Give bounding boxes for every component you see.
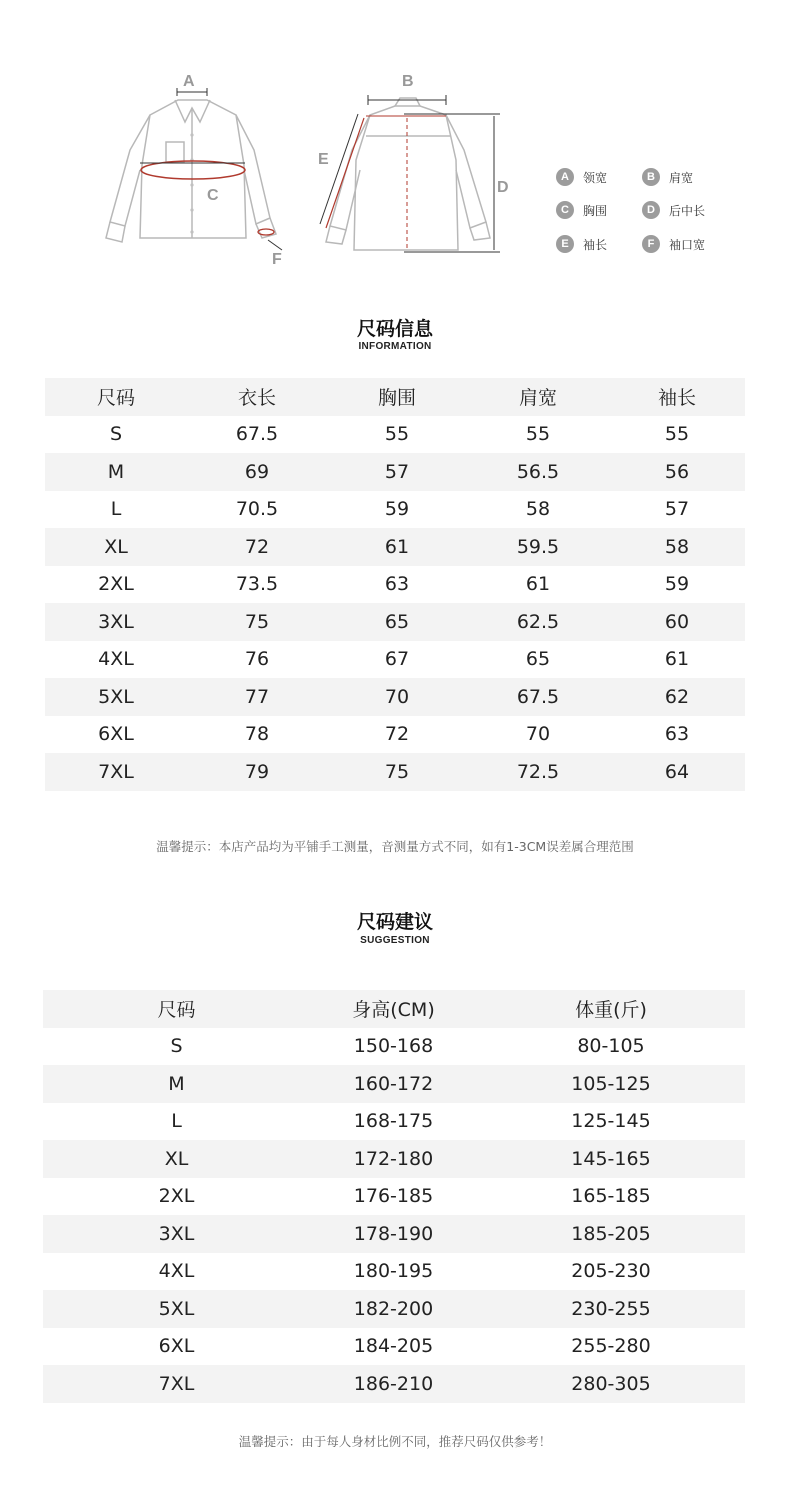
table-row	[43, 1328, 745, 1366]
table-row	[43, 1140, 745, 1178]
letter-e: E	[318, 151, 329, 168]
table-cell: 58	[664, 535, 690, 558]
table-cell: 61	[384, 535, 410, 558]
table-cell: 75	[384, 760, 410, 783]
table-cell: 72	[244, 535, 270, 558]
table-row	[45, 566, 745, 604]
column-header: 身高(CM)	[352, 999, 435, 1022]
table-cell: 67.5	[235, 423, 279, 446]
table-cell: 78	[244, 723, 270, 746]
table-cell: 65	[384, 610, 410, 633]
table-cell: 2XL	[98, 573, 134, 596]
column-header: 衣长	[237, 387, 276, 410]
table-row	[43, 1365, 745, 1403]
table-cell: 61	[525, 573, 551, 596]
table-cell: 172-180	[353, 1147, 434, 1170]
shirt-front-drawing	[106, 100, 276, 242]
table-cell: L	[110, 498, 122, 521]
table-cell: 186-210	[353, 1372, 434, 1395]
legend-badge: A	[556, 168, 574, 186]
table-row	[45, 716, 745, 754]
legend-item-f	[642, 235, 705, 253]
table-cell: 6XL	[98, 723, 134, 746]
table-cell: 64	[664, 760, 690, 783]
table-cell: 57	[384, 460, 410, 483]
legend-label: 领宽	[583, 170, 608, 185]
table-row	[43, 1253, 745, 1291]
cuff-marker	[268, 240, 282, 250]
table-cell: 150-168	[353, 1035, 434, 1058]
table-cell: XL	[104, 535, 128, 558]
legend-badge: D	[642, 201, 660, 219]
legend-label: 肩宽	[669, 170, 694, 185]
table-cell: 70	[384, 685, 410, 708]
table-header-row	[43, 990, 745, 1028]
table-row	[43, 1290, 745, 1328]
legend-label: 后中长	[669, 203, 706, 218]
table-row	[45, 753, 745, 791]
table-cell: M	[168, 1072, 185, 1095]
suggestion-subtitle: SUGGESTION	[360, 935, 430, 946]
table-cell: 160-172	[353, 1072, 434, 1095]
garment-measurement-diagram	[0, 0, 790, 290]
legend-label: 袖口宽	[669, 237, 706, 252]
table-cell: 76	[244, 648, 270, 671]
table-cell: 165-185	[571, 1185, 651, 1208]
table-cell: 55	[525, 423, 551, 446]
table-cell: 4XL	[98, 648, 134, 671]
legend-badge: B	[642, 168, 660, 186]
table-cell: 69	[244, 460, 270, 483]
legend-item-d	[642, 201, 705, 219]
table-cell: 56.5	[516, 460, 560, 483]
legend-label: 胸围	[583, 203, 608, 218]
letter-c: C	[207, 187, 219, 204]
column-header: 尺码	[96, 387, 135, 410]
table-cell: 60	[664, 610, 690, 633]
legend-item-b	[642, 168, 693, 186]
suggestion-note: 温馨提示：由于每人身材比例不同，推荐尺码仅供参考！	[238, 1434, 552, 1449]
table-cell: 125-145	[571, 1110, 651, 1133]
column-header: 肩宽	[518, 387, 557, 410]
shirt-back-drawing	[326, 98, 490, 250]
table-row	[43, 1103, 745, 1141]
legend-label: 袖长	[583, 237, 608, 252]
table-cell: 176-185	[353, 1185, 434, 1208]
table-cell: 2XL	[158, 1185, 195, 1208]
size-suggestion-table	[43, 990, 745, 1403]
table-row	[45, 678, 745, 716]
table-cell: 63	[384, 573, 410, 596]
table-cell: 77	[244, 685, 270, 708]
table-cell: 145-165	[571, 1147, 651, 1170]
table-cell: 185-205	[571, 1222, 651, 1245]
info-subtitle: INFORMATION	[358, 341, 432, 352]
table-cell: 79	[244, 760, 270, 783]
letter-f: F	[272, 251, 282, 268]
table-cell: 7XL	[98, 760, 134, 783]
letter-a: A	[183, 73, 195, 90]
table-cell: XL	[164, 1147, 189, 1170]
legend-badge: F	[642, 235, 660, 253]
table-cell: 70	[525, 723, 551, 746]
back-length-marker	[404, 114, 500, 252]
table-cell: 5XL	[158, 1297, 195, 1320]
table-cell: 7XL	[158, 1372, 195, 1395]
table-cell: 182-200	[353, 1297, 434, 1320]
table-cell: 67	[384, 648, 410, 671]
table-row	[43, 1215, 745, 1253]
table-row	[45, 641, 745, 679]
sleeve-length-marker	[320, 114, 364, 228]
table-cell: 61	[664, 648, 690, 671]
table-cell: 180-195	[353, 1260, 434, 1283]
table-cell: 75	[244, 610, 270, 633]
table-cell: 105-125	[571, 1072, 651, 1095]
column-header: 体重(斤)	[575, 999, 647, 1022]
table-cell: 65	[525, 648, 551, 671]
table-row	[43, 1178, 745, 1216]
table-cell: 3XL	[158, 1222, 195, 1245]
table-cell: 168-175	[353, 1110, 434, 1133]
table-cell: 67.5	[516, 685, 560, 708]
table-cell: 63	[664, 723, 690, 746]
table-row	[45, 453, 745, 491]
table-row	[45, 528, 745, 566]
chest-ellipse	[141, 161, 245, 179]
table-cell: 62.5	[516, 610, 560, 633]
table-row	[45, 491, 745, 529]
legend-badge: C	[556, 201, 574, 219]
table-cell: S	[109, 423, 123, 446]
table-cell: 57	[664, 498, 690, 521]
info-title: 尺码信息	[356, 318, 433, 340]
table-cell: 58	[525, 498, 551, 521]
table-cell: 55	[384, 423, 410, 446]
table-cell: S	[170, 1035, 183, 1058]
table-row	[45, 416, 745, 454]
table-cell: 73.5	[235, 573, 279, 596]
legend-badge: E	[556, 235, 574, 253]
table-cell: 205-230	[571, 1260, 651, 1283]
table-cell: 72.5	[516, 760, 560, 783]
letter-d: D	[497, 179, 509, 196]
size-info-table	[45, 378, 745, 791]
table-cell: 72	[384, 723, 410, 746]
table-cell: 3XL	[98, 610, 134, 633]
table-row	[45, 603, 745, 641]
table-cell: 56	[664, 460, 690, 483]
table-cell: 280-305	[571, 1372, 651, 1395]
legend-item-c	[556, 201, 607, 219]
legend-item-a	[556, 168, 607, 186]
suggestion-title: 尺码建议	[356, 911, 433, 933]
table-cell: 62	[664, 685, 690, 708]
table-cell: 70.5	[235, 498, 279, 521]
table-cell: M	[107, 460, 125, 483]
letter-b: B	[402, 73, 414, 90]
table-cell: 5XL	[98, 685, 134, 708]
table-row	[43, 1065, 745, 1103]
column-header: 尺码	[157, 999, 196, 1022]
table-cell: 255-280	[571, 1335, 651, 1358]
column-header: 袖长	[657, 387, 696, 410]
table-cell: 184-205	[353, 1335, 434, 1358]
column-header: 胸围	[377, 387, 416, 410]
table-cell: 6XL	[158, 1335, 195, 1358]
table-cell: 59	[664, 573, 690, 596]
table-cell: 80-105	[577, 1035, 645, 1058]
table-cell: 4XL	[158, 1260, 195, 1283]
legend-item-e	[556, 235, 607, 253]
table-cell: 230-255	[571, 1297, 651, 1320]
table-row	[43, 1028, 745, 1066]
table-cell: 178-190	[353, 1222, 434, 1245]
table-cell: L	[171, 1110, 182, 1133]
table-cell: 59.5	[516, 535, 560, 558]
table-cell: 59	[384, 498, 410, 521]
info-note: 温馨提示：本店产品均为平铺手工测量，音测量方式不同，如有1-3CM误差属合理范围	[156, 839, 634, 854]
table-header-row	[45, 378, 745, 416]
cuff-ellipse	[258, 229, 274, 235]
table-cell: 55	[664, 423, 690, 446]
